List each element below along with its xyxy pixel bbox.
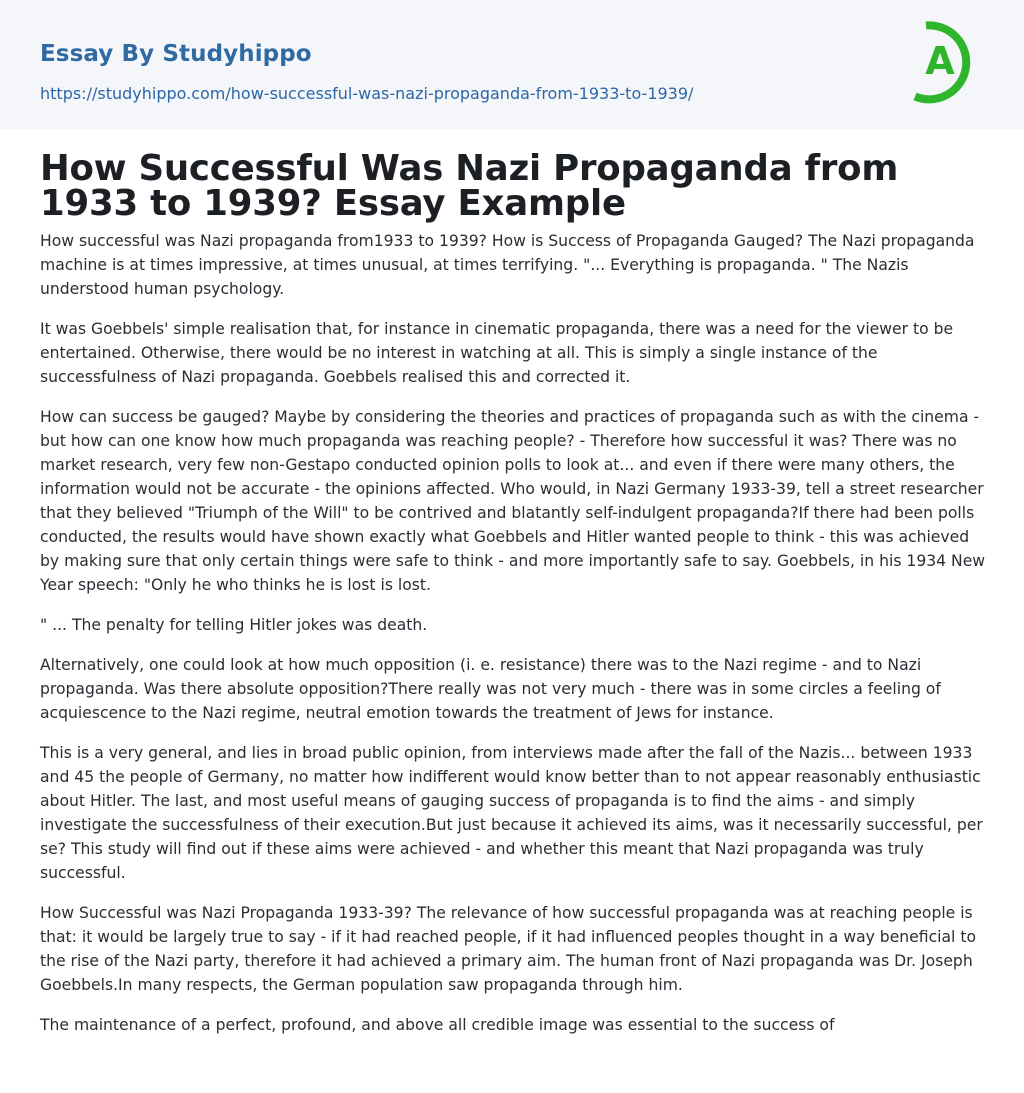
article-url-link[interactable]: https://studyhippo.com/how-successful-was-nazi-propaganda-from-1933-to-1939/ xyxy=(40,84,694,103)
page-title: How Successful Was Nazi Propaganda from 1933 to 1939? Essay Example xyxy=(40,148,899,224)
svg-text:A: A xyxy=(925,39,955,83)
article-paragraph: It was Goebbels' simple realisation that, for instance in cinematic propaganda, there was a need for the viewer to be entertained. Otherwise, there would be no interest in watching at all. This is simply a single instance of the successfulness of Nazi propaganda. Goebbels realised this and corrected it. xyxy=(40,320,954,386)
article-paragraph: How successful was Nazi propaganda from1933 to 1939? How is Success of Propaganda Gauged? The Nazi propaganda machine is at times impressive, at times unusual, at times terrifying. "... Everything is propaganda. " The Nazis understood human psychology. xyxy=(40,232,975,298)
studyhippo-logo-icon[interactable] xyxy=(905,15,991,109)
article-paragraph: Alternatively, one could look at how much opposition (i. e. resistance) there was to the Nazi regime - and to Nazi propaganda. Was there absolute opposition?There really was not very much - there was in some circles a feeling of acquiescence to the Nazi regime, neutral emotion towards the treatment of Jews for instance. xyxy=(40,656,941,722)
article-paragraph: " ... The penalty for telling Hitler jokes was death. xyxy=(40,616,428,634)
article-paragraph: How Successful was Nazi Propaganda 1933-39? The relevance of how successful propaganda was at reaching people is that: it would be largely true to say - if it had reached people, if it had influenced peoples thought in a way beneficial to the rise of the Nazi party, therefore it had achieved a primary aim. The human front of Nazi propaganda was Dr. Joseph Goebbels.In many respects, the German population saw propaganda through him. xyxy=(40,904,977,994)
article-paragraph: How can success be gauged? Maybe by considering the theories and practices of propaganda such as with the cinema - but how can one know how much propaganda was reaching people? - Therefore how successful it was? There was no market research, very few non-Gestapo conducted opinion polls to look at... and even if there were many others, the information would not be accurate - the opinions affected. Who would, in Nazi Germany 1933-39, tell a street researcher that they believed "Triumph of the Will" to be contrived and blatantly self-indulgent propaganda?If there had been polls conducted, the results would have shown exactly what Goebbels and Hitler wanted people to think - this was achieved by making sure that only certain things were safe to think - and more importantly safe to say. Goebbels, in his 1934 New Year speech: "Only he who thinks he is lost is lost. xyxy=(40,408,986,594)
article-body xyxy=(0,129,1024,1037)
article-paragraph: The maintenance of a perfect, profound, and above all credible image was essential to the success of xyxy=(40,1016,835,1034)
site-header xyxy=(0,0,1024,129)
site-brand[interactable]: Essay By Studyhippo xyxy=(40,41,312,67)
article-paragraph: This is a very general, and lies in broad public opinion, from interviews made after the fall of the Nazis... between 1933 and 45 the people of Germany, no matter how indifferent would know better than to not appear reasonably enthusiastic about Hitler. The last, and most useful means of gauging success of propaganda is to find the aims - and simply investigate the successfulness of their execution.But just because it achieved its aims, was it necessarily successful, per se? This study will find out if these aims were achieved - and whether this meant that Nazi propaganda was truly successful. xyxy=(40,744,983,882)
